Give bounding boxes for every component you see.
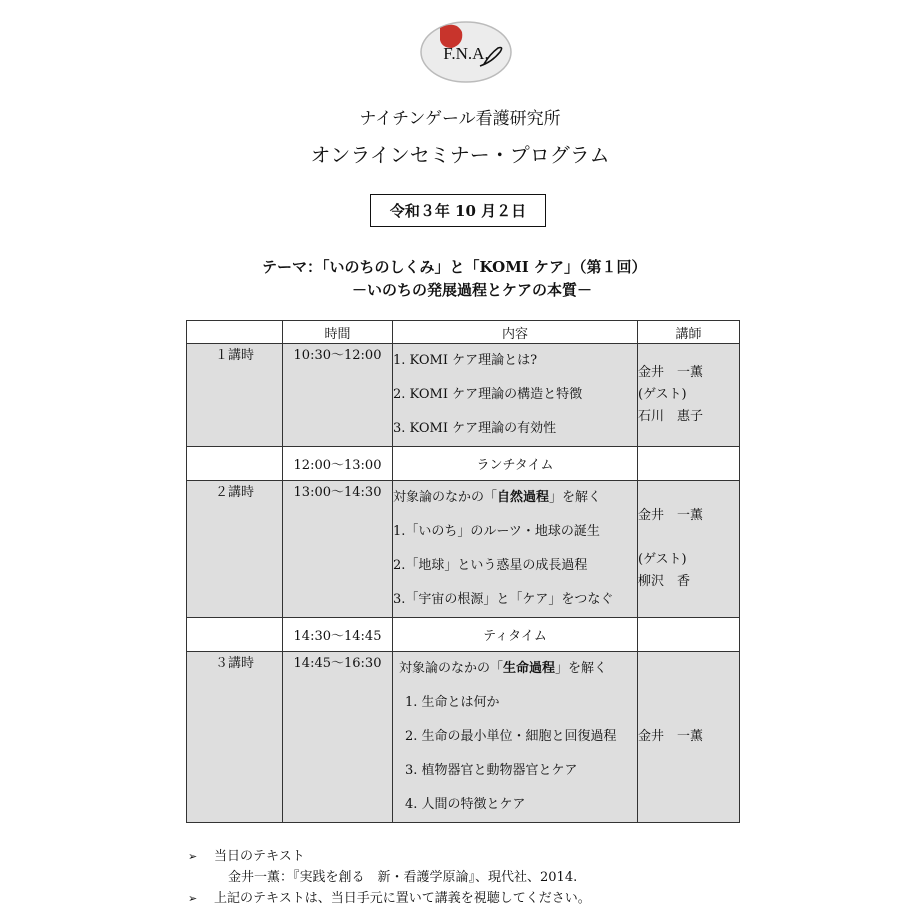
date-box	[370, 194, 546, 227]
header-period	[187, 321, 283, 344]
session1-content	[393, 344, 638, 447]
list-item: 3. 植物器官と動物器官とケア	[405, 763, 578, 778]
session1-lecturers	[638, 344, 740, 447]
session1-period: １講時	[187, 344, 283, 447]
session2-period: ２講時	[187, 481, 283, 618]
note-text-reference: 金井一薫：『実践を創る 新・看護学原論』、現代社、2014.	[228, 870, 578, 885]
tea-time: 14:30～14:45	[283, 618, 393, 652]
header-time: 時間	[283, 321, 393, 344]
lunch-time: 12:00～13:00	[283, 447, 393, 481]
logo-text: F.N.A.	[443, 44, 489, 63]
session1-time: 10:30～12:00	[283, 344, 393, 447]
session2-intro: 対象論のなかの「自然過程」を解く	[393, 490, 602, 505]
session2-content	[393, 481, 638, 618]
list-item: 1. KOMI ケア理論とは?	[393, 353, 538, 368]
note-text-label: ➢ 当日のテキスト	[188, 846, 591, 867]
lunch-label: ランチタイム	[393, 447, 638, 481]
lecturer-name: 金井 一薫	[638, 508, 704, 523]
note-instruction: ➢ 上記のテキストは、当日手元に置いて講義を視聴してください。	[188, 888, 591, 909]
tea-empty	[187, 618, 283, 652]
table-row-session1	[187, 344, 740, 447]
table-header-row	[187, 321, 740, 344]
tea-empty-lecturer	[638, 618, 740, 652]
table-row-lunch	[187, 447, 740, 481]
arrow-bullet-icon: ➢	[188, 892, 198, 905]
session3-content	[393, 652, 638, 823]
table-row-session3	[187, 652, 740, 823]
session3-lecturers	[638, 652, 740, 823]
schedule-table	[186, 320, 740, 823]
emphasis-text: 自然過程	[497, 490, 550, 505]
table-row-tea	[187, 618, 740, 652]
list-item: 3. KOMI ケア理論の有効性	[393, 421, 557, 436]
session2-lecturers	[638, 481, 740, 618]
emphasis-text: 生命過程	[503, 661, 556, 676]
list-item: 3.「宇宙の根源」と「ケア」をつなぐ	[393, 592, 614, 607]
notes-section	[188, 846, 591, 909]
lunch-empty	[187, 447, 283, 481]
list-item: 2. KOMI ケア理論の構造と特徴	[393, 387, 583, 402]
list-item: 1. 生命とは何か	[405, 695, 500, 710]
list-item: 4. 人間の特徴とケア	[405, 797, 526, 812]
session3-time: 14:45～16:30	[283, 652, 393, 823]
lecturer-name: 金井 一薫	[638, 365, 704, 380]
tea-label: ティタイム	[393, 618, 638, 652]
list-item: 2.「地球」という惑星の成長過程	[393, 558, 588, 573]
theme-title: テーマ：「いのちのしくみ」と「KOMI ケア」（第１回）	[262, 258, 647, 276]
guest-label: (ゲスト)	[638, 387, 687, 402]
header-lecturer: 講師	[638, 321, 740, 344]
lecturer-name: 柳沢 香	[638, 574, 691, 589]
session3-intro: 対象論のなかの「生命過程」を解く	[399, 661, 608, 676]
guest-label: (ゲスト)	[638, 552, 687, 567]
theme-subtitle: －いのちの発展過程とケアの本質－	[352, 281, 593, 299]
list-item: 2. 生命の最小単位・細胞と回復過程	[405, 729, 617, 744]
date-text: 令和３年 10 月２日	[389, 202, 527, 220]
institute-name: ナイチンゲール看護研究所	[359, 109, 561, 129]
list-item: 1.「いのち」のルーツ・地球の誕生	[393, 524, 600, 539]
lunch-empty-lecturer	[638, 447, 740, 481]
header-content: 内容	[393, 321, 638, 344]
arrow-bullet-icon: ➢	[188, 850, 198, 863]
lecturer-name: 金井 一薫	[638, 729, 704, 744]
program-title: オンラインセミナー・プログラム	[310, 143, 610, 167]
session2-time: 13:00～14:30	[283, 481, 393, 618]
session3-period: ３講時	[187, 652, 283, 823]
lecturer-name: 石川 惠子	[638, 409, 704, 424]
fna-logo	[418, 18, 514, 84]
table-row-session2	[187, 481, 740, 618]
